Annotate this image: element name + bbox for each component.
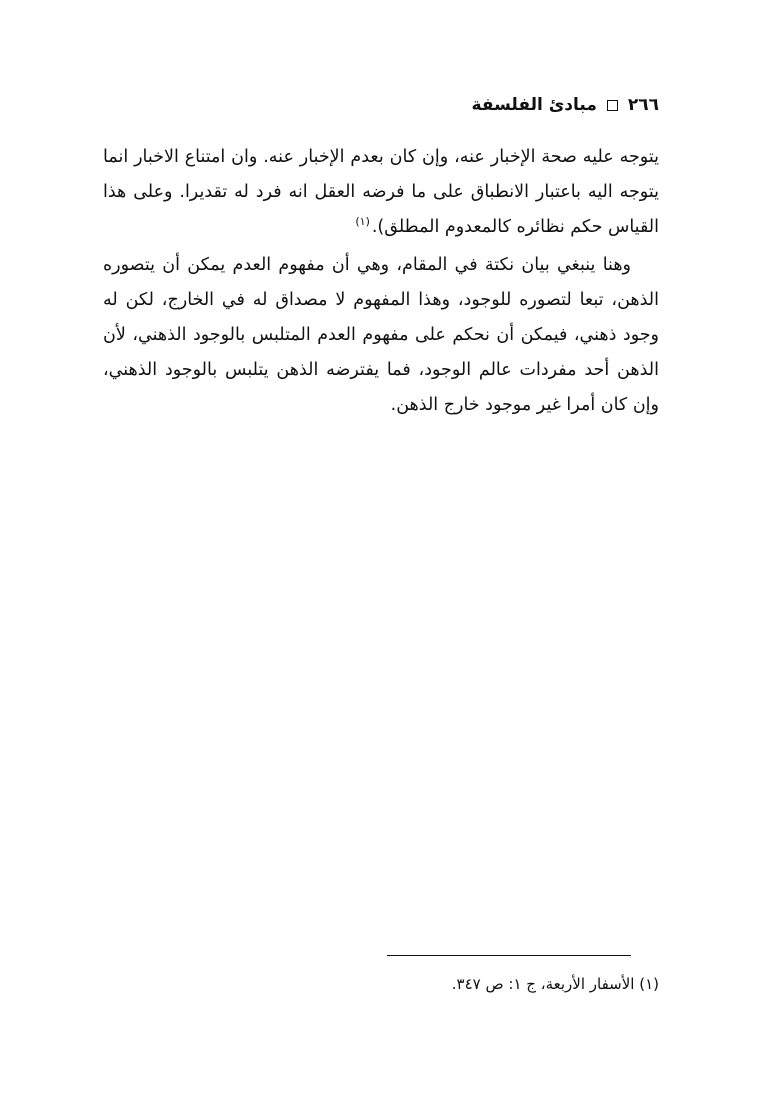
paragraph-2: وهنا ينبغي بيان نكتة في المقام، وهي أن مفهوم العدم يمكن أن يتصوره الذهن، تبعا لتصوره للوجود، وهذا المفهوم لا مصداق له في الخارج، لكن له وجود ذهني، فيمكن أن نحكم على مفهوم العدم المتلبس بالوجود الذهني، لأن الذهن أحد مفردات عالم الوجود، فما يفترضه الذهن يتلبس بالوجود الذهني، وإن كان أمرا غير موجود خارج الذهن. — [103, 255, 659, 415]
page-header — [99, 90, 659, 120]
page-number: ٢٦٦ — [627, 95, 659, 115]
body-text — [103, 140, 659, 423]
footnote: (١) الأسفار الأربعة، ج ١: ص ٣٤٧. — [451, 975, 659, 993]
footnote-marker: (١) — [355, 215, 370, 229]
square-box-icon — [607, 100, 618, 111]
paragraph-1 — [103, 140, 659, 245]
running-title: مبادئ الفلسفة — [471, 95, 597, 115]
footnote-divider — [387, 955, 631, 956]
paragraph-1-text: يتوجه عليه صحة الإخبار عنه، وإن كان بعدم الإخبار عنه. وان امتناع الاخبار انما يتوجه اليه باعتبار الانطباق على ما فرضه العقل انه فرد له تقديرا. وعلى هذا القياس حكم نظائره كالمعدوم المطلق). — [103, 147, 659, 237]
